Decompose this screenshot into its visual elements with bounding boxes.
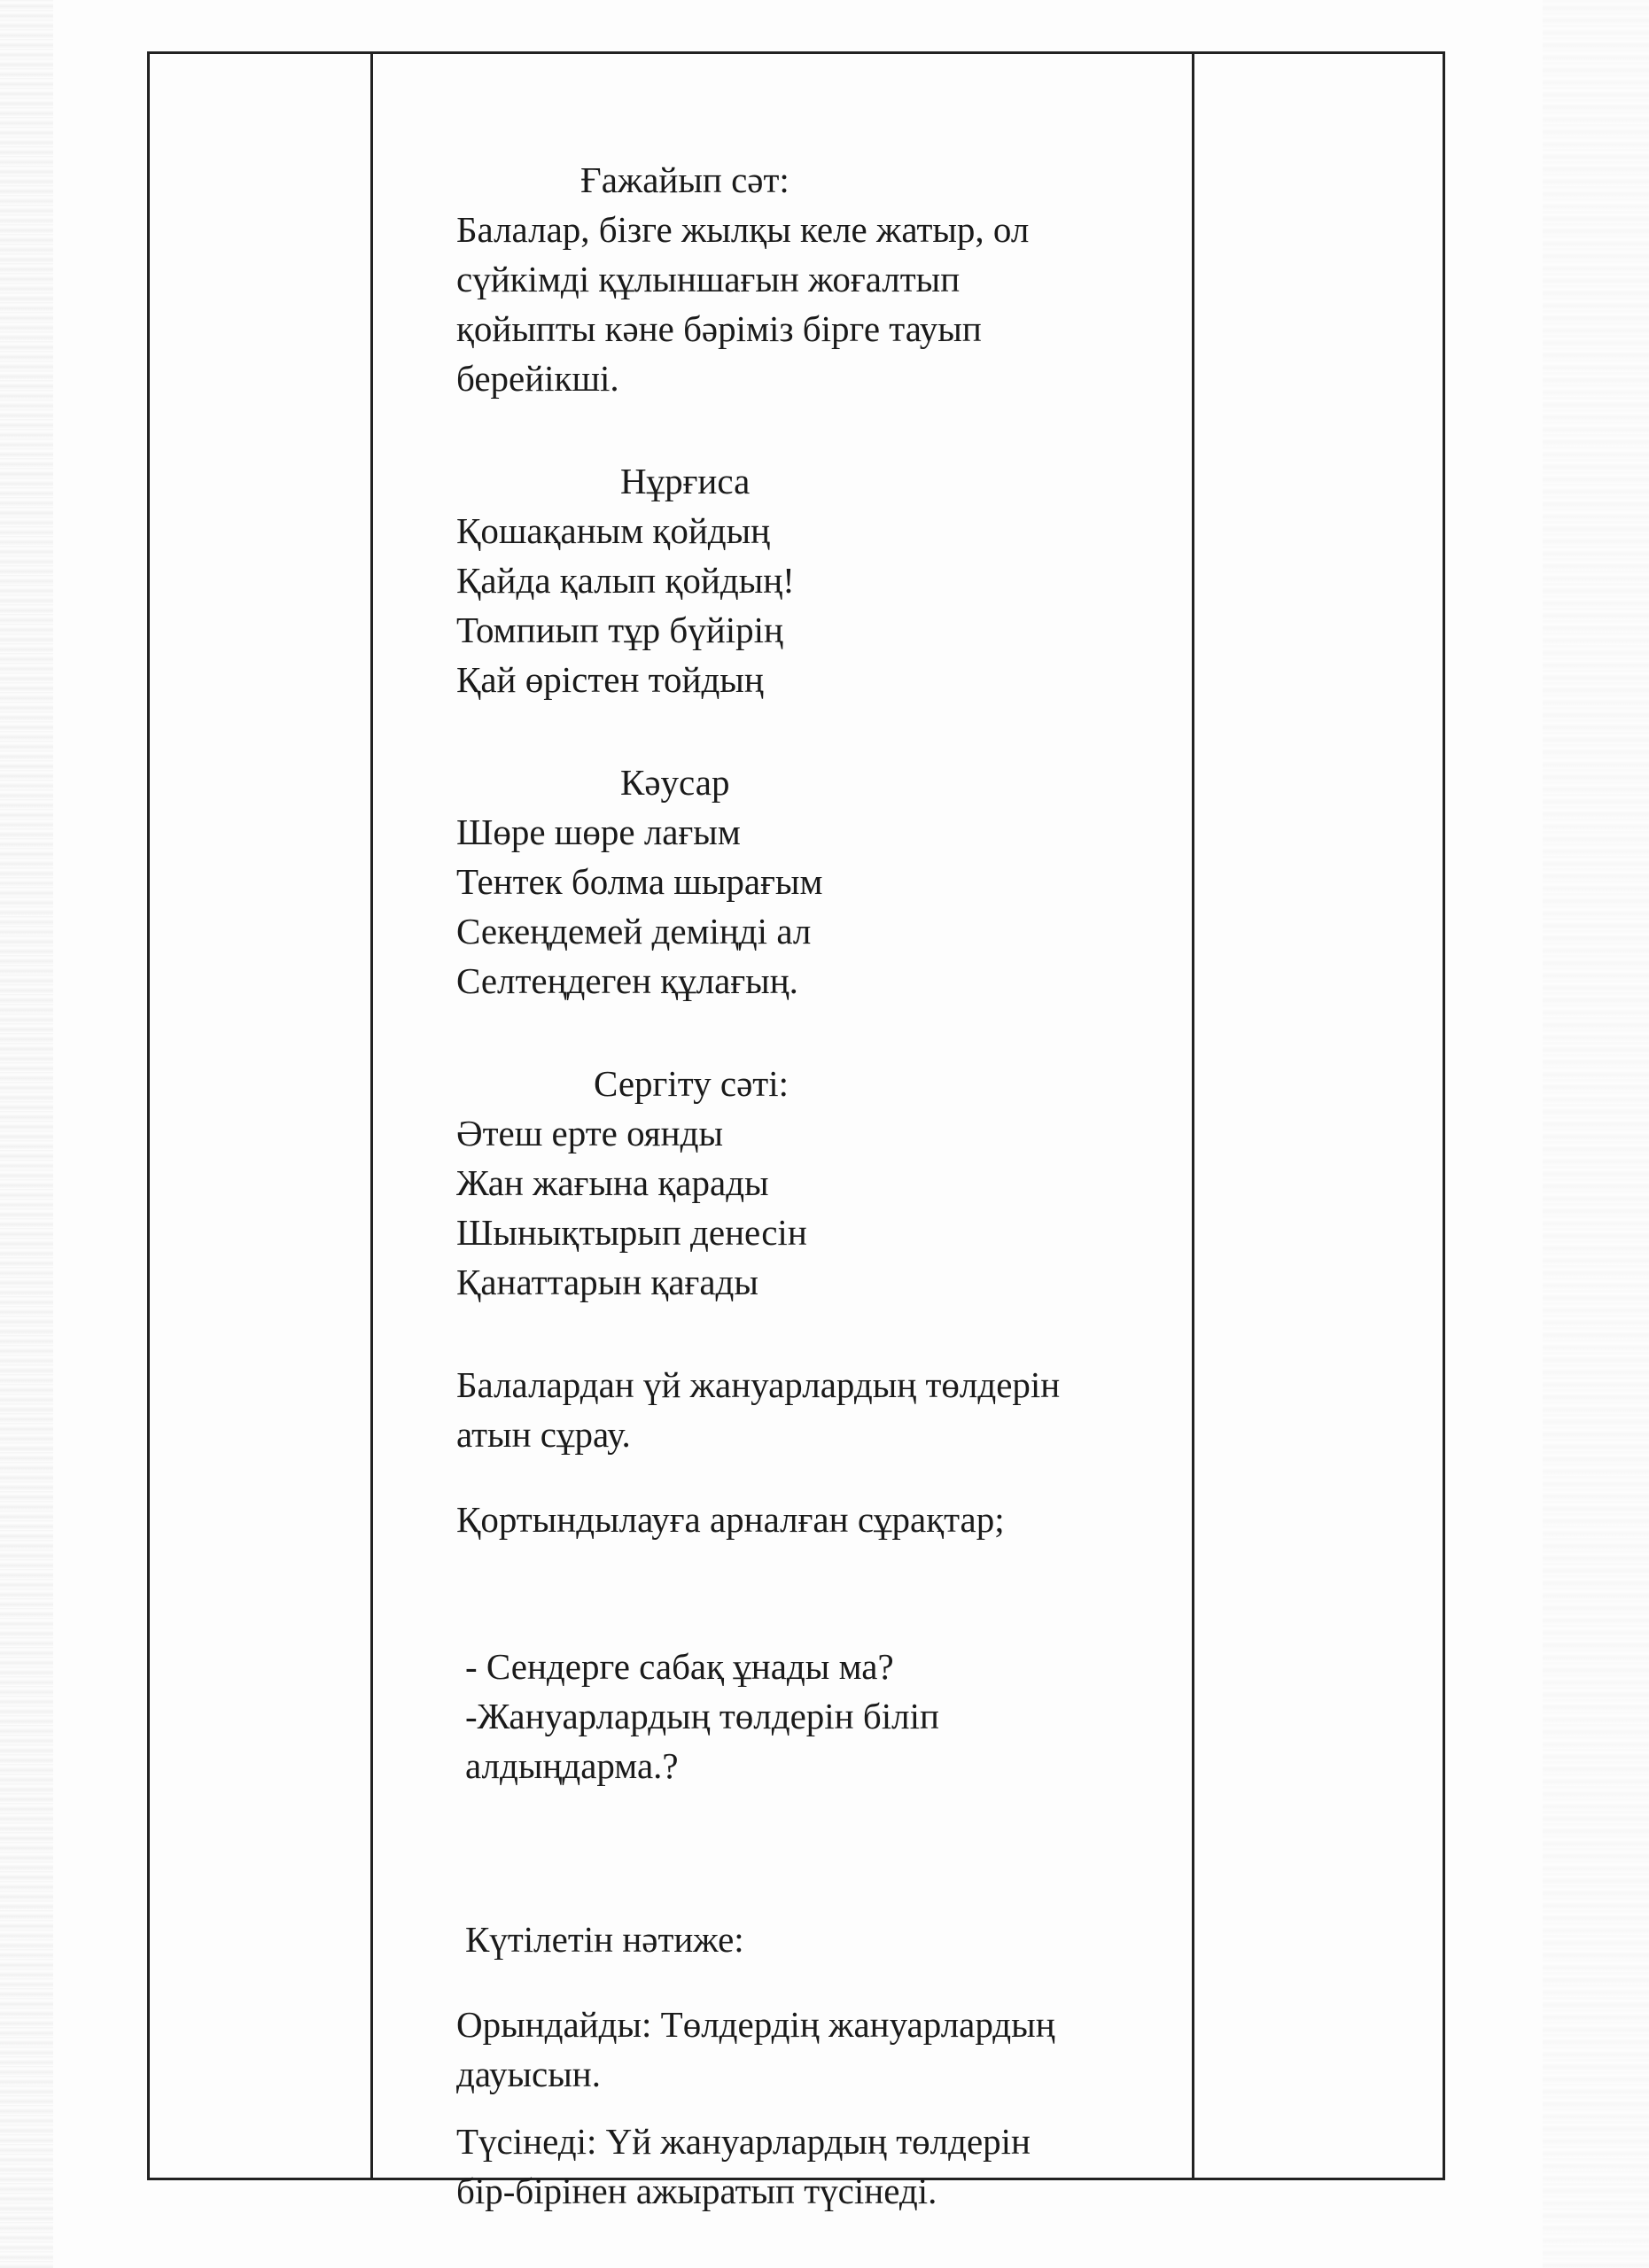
poem-line: Қайда қалып қойдың! (456, 560, 795, 601)
performs-line: дауысын. (456, 2054, 601, 2094)
ask-line: атын сұрау. (456, 1414, 631, 1455)
understands-line: бір-бірінен ажыратып түсінеді. (456, 2171, 937, 2211)
wonder-line: сүйкімді құлыншағын жоғалтып (456, 259, 961, 299)
wonder-line: қойыпты кәне бәріміз бірге тауып (456, 308, 982, 349)
poem-line: Қошақаным қойдың (456, 510, 771, 551)
ask-line: Балалардан үй жануарлардың төлдерін (456, 1364, 1061, 1405)
question-line: -Жануарлардың төлдерін біліп (465, 1696, 939, 1736)
poem-line: Қай өрістен тойдың (456, 659, 764, 700)
sergitu-heading: Сергіту сәті: (594, 1063, 789, 1104)
poem-line: Шынықтырып денесін (456, 1212, 807, 1253)
wonder-line: берейікші. (456, 358, 619, 399)
wonder-heading: Ғажайып сәт: (580, 159, 789, 200)
nurgisa-heading: Нұрғиса (620, 461, 751, 501)
poem-line: Селтеңдеген құлағың. (456, 960, 798, 1001)
scan-edge-left (0, 0, 53, 2268)
poem-line: Тентек болма шырағым (456, 861, 823, 902)
performs-line: Орындайды: Төлдердің жануарлардың (456, 2004, 1055, 2045)
question-line: алдыңдарма.? (465, 1745, 679, 1786)
poem-line: Секеңдемей деміңді ал (456, 911, 812, 951)
wonder-line: Балалар, бізге жылқы келе жатыр, ол (456, 209, 1030, 250)
expected-heading: Күтілетін нәтиже: (465, 1919, 744, 1960)
poem-line: Әтеш ерте оянды (456, 1113, 723, 1153)
kausar-heading: Кәусар (620, 762, 730, 803)
question-line: - Сендерге сабақ ұнады ма? (465, 1646, 894, 1687)
understands-line: Түсінеді: Үй жануарлардың төлдерін (456, 2121, 1031, 2162)
lesson-content-cell (456, 155, 1192, 2216)
poem-line: Томпиып тұр бүйірің (456, 610, 783, 650)
table-column-divider-right (1192, 51, 1194, 2180)
poem-line: Жан жағына қарады (456, 1162, 769, 1203)
scan-edge-right (1543, 0, 1649, 2268)
table-column-divider-left (370, 51, 373, 2180)
summary-line: Қортындылауға арналған сұрақтар; (456, 1499, 1005, 1540)
poem-line: Шөре шөре лағым (456, 812, 741, 852)
poem-line: Қанаттарын қағады (456, 1262, 758, 1302)
